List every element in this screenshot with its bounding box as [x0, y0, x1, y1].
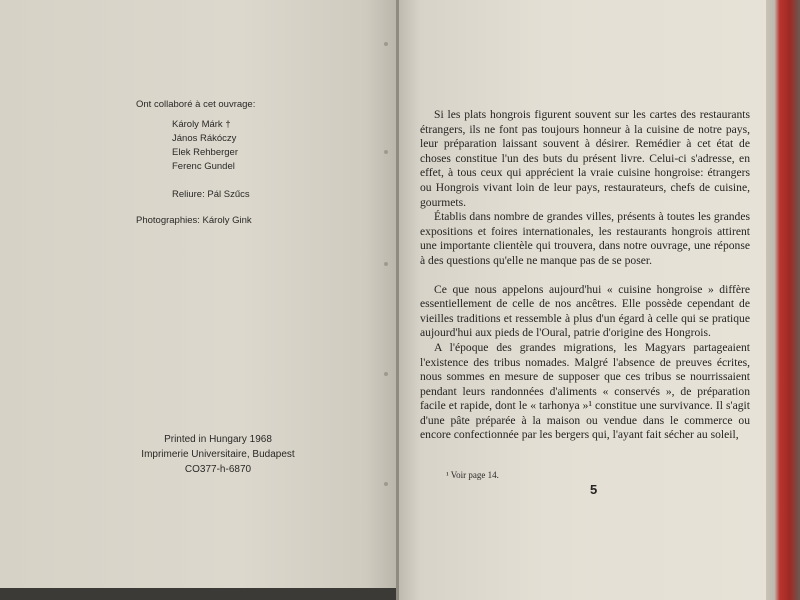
- imprint-line: Printed in Hungary 1968: [164, 434, 272, 445]
- left-page: [0, 0, 398, 588]
- binding-credit: Reliure: Pál Szűcs: [172, 189, 250, 200]
- contributor: Elek Rehberger: [172, 147, 239, 158]
- binding-stitch: [384, 150, 388, 154]
- binding-stitch: [384, 262, 388, 266]
- contributor: Károly Márk †: [172, 119, 231, 130]
- binding-stitch: [384, 372, 388, 376]
- table-surface: [0, 588, 398, 600]
- paragraph: A l'époque des grandes migrations, les Magyars partageaient l'existence des tribus nomades. Malgré l'absence de preuves écrites, nous sommes en mesure de supposer que ces tribus se nourrissaient pendant leurs randonnées d'aliments « conservés », de préparation facile et rapide, dont le « tarhonya »¹ constitue une survivance. Il s'agit d'une pâte préparée à la maison ou vendue dans le commerce ou encore confectionnée par les bergers qui, l'ayant fait sécher au soleil,: [420, 340, 750, 442]
- credits-block: [136, 98, 376, 228]
- contributor: János Rákóczy: [172, 133, 237, 144]
- imprint-block: [118, 432, 318, 477]
- contributor-list: [172, 118, 376, 174]
- paragraph: Ce que nous appelons aujourd'hui « cuisine hongroise » diffère essentiellement de celle de nos ancêtres. Elle possède cependant de vieilles traditions et ressemble à plus d'un égard à celle qui se pratique aujourd'hui aux pieds de l'Oural, patrie d'origine des Hongrois.: [420, 282, 750, 340]
- book-cover-edge: [766, 0, 800, 600]
- page-number: 5: [590, 482, 598, 497]
- book-spine: [396, 0, 399, 600]
- imprint-line: CO377-h-6870: [184, 464, 252, 475]
- collab-heading: Ont collaboré à cet ouvrage:: [136, 99, 256, 110]
- paragraph: Si les plats hongrois figurent souvent sur les cartes des restaurants étrangers, ils ne font pas toujours honneur à la cuisine de notre pays, leur préparation laissant souvent à désirer. Remédier à cet état de choses constitue l'un des buts du présent livre. Celui-ci s'adresse, en effet, à tous ceux qui apprécient la vraie cuisine hongroise: étrangers ou Hongrois vivant loin de leur pays, restaurateurs, chefs de cuisine, gourmets.: [420, 108, 750, 209]
- binding-stitch: [384, 482, 388, 486]
- body-text: [420, 108, 750, 443]
- footnote: ¹ Voir page 14.: [446, 470, 499, 480]
- binding-stitch: [384, 42, 388, 46]
- imprint-line: Imprimerie Universitaire, Budapest: [141, 449, 295, 460]
- paragraph: Établis dans nombre de grandes villes, présents à toutes les grandes expositions et foires internationales, les restaurants hongrois attirent une importante clientèle qui trouvera, dans notre ouvrage, une réponse à des questions qu'elle ne manque pas de se poser.: [420, 210, 750, 267]
- contributor: Ferenc Gundel: [172, 161, 235, 172]
- photo-credit: Photographies: Károly Gink: [136, 215, 252, 226]
